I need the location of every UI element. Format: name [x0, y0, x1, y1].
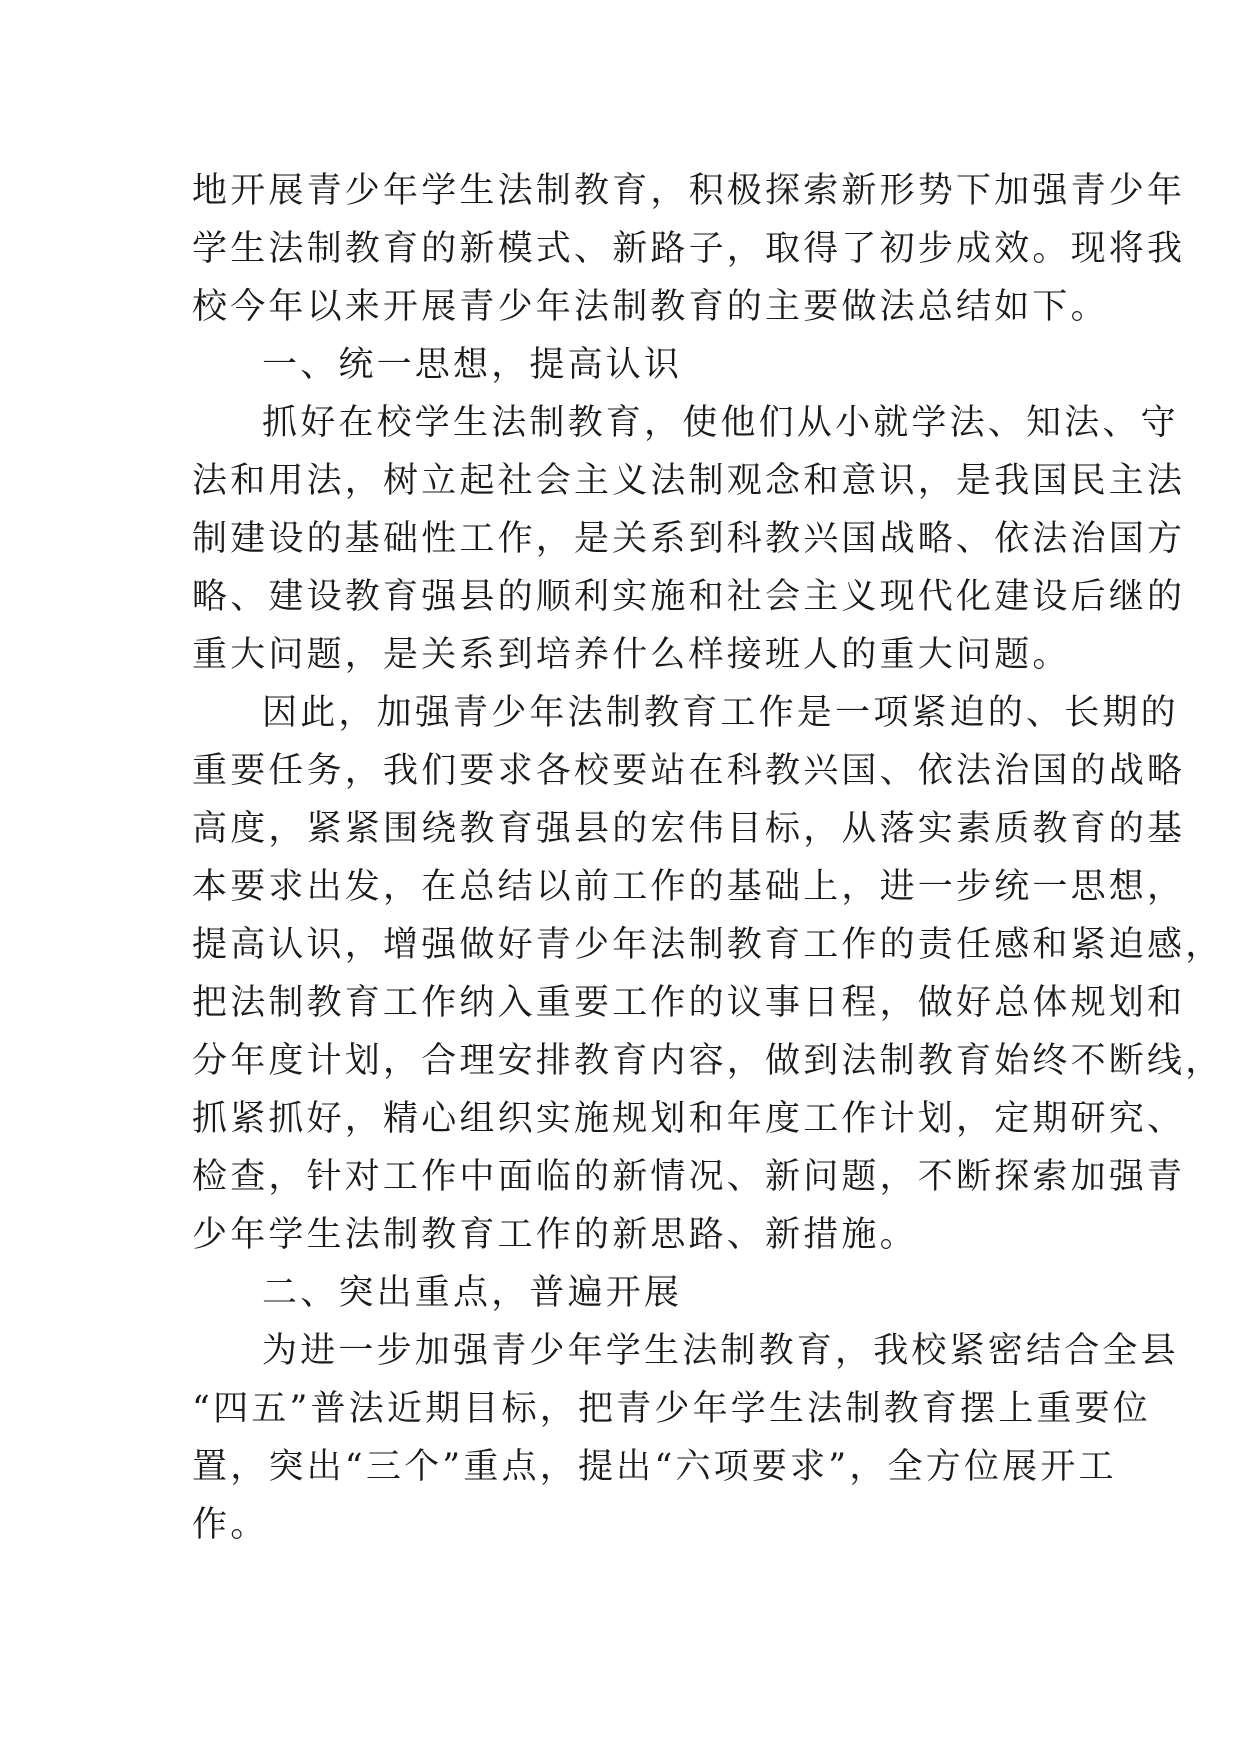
document-page	[192, 162, 1224, 1554]
paragraph-section-1-a	[192, 394, 1186, 684]
heading-text: 一、统一思想，提高认识	[262, 345, 683, 385]
text-line: 把法制教育工作纳入重要工作的议事日程，做好总体规划和	[192, 983, 1186, 1023]
text-line: 少年学生法制教育工作的新思路、新措施。	[192, 1215, 918, 1255]
text-line: 重要任务，我们要求各校要站在科教兴国、依法治国的战略	[192, 751, 1186, 791]
text-line: 地开展青少年学生法制教育，积极探索新形势下加强青少年	[192, 171, 1186, 211]
paragraph-section-1-b	[192, 684, 1224, 1264]
text-line: 重大问题，是关系到培养什么样接班人的重大问题。	[192, 635, 1071, 675]
text-line: 分年度计划，合理安排教育内容，做到法制教育始终不断线，	[192, 1041, 1224, 1081]
section-heading-2	[192, 1264, 1072, 1322]
text-line: 作。	[192, 1505, 269, 1545]
text-line: 法和用法，树立起社会主义法制观念和意识，是我国民主法	[192, 461, 1186, 501]
text-line: 为进一步加强青少年学生法制教育，我校紧密结合全县	[262, 1331, 1179, 1371]
paragraph-section-2-a	[192, 1322, 1179, 1554]
text-line: 因此，加强青少年法制教育工作是一项紧迫的、长期的	[262, 693, 1179, 733]
paragraph-intro	[192, 162, 1186, 336]
text-line: 学生法制教育的新模式、新路子，取得了初步成效。现将我	[192, 229, 1186, 269]
section-heading-1	[192, 336, 1072, 394]
text-line: 略、建设教育强县的顺利实施和社会主义现代化建设后继的	[192, 577, 1186, 617]
text-line: 本要求出发，在总结以前工作的基础上，进一步统一思想，	[192, 867, 1186, 907]
text-line: 提高认识，增强做好青少年法制教育工作的责任感和紧迫感，	[192, 925, 1224, 965]
text-line: 检查，针对工作中面临的新情况、新问题，不断探索加强青	[192, 1157, 1186, 1197]
text-line: 置，突出“三个”重点，提出“六项要求”，全方位展开工	[192, 1447, 1117, 1487]
text-line: “四五”普法近期目标，把青少年学生法制教育摆上重要位	[192, 1389, 1151, 1429]
text-line: 校今年以来开展青少年法制教育的主要做法总结如下。	[192, 287, 1109, 327]
text-line: 制建设的基础性工作，是关系到科教兴国战略、依法治国方	[192, 519, 1186, 559]
text-line: 抓紧抓好，精心组织实施规划和年度工作计划，定期研究、	[192, 1099, 1186, 1139]
text-line: 高度，紧紧围绕教育强县的宏伟目标，从落实素质教育的基	[192, 809, 1186, 849]
heading-text: 二、突出重点，普遍开展	[262, 1273, 683, 1313]
text-line: 抓好在校学生法制教育，使他们从小就学法、知法、守	[262, 403, 1179, 443]
